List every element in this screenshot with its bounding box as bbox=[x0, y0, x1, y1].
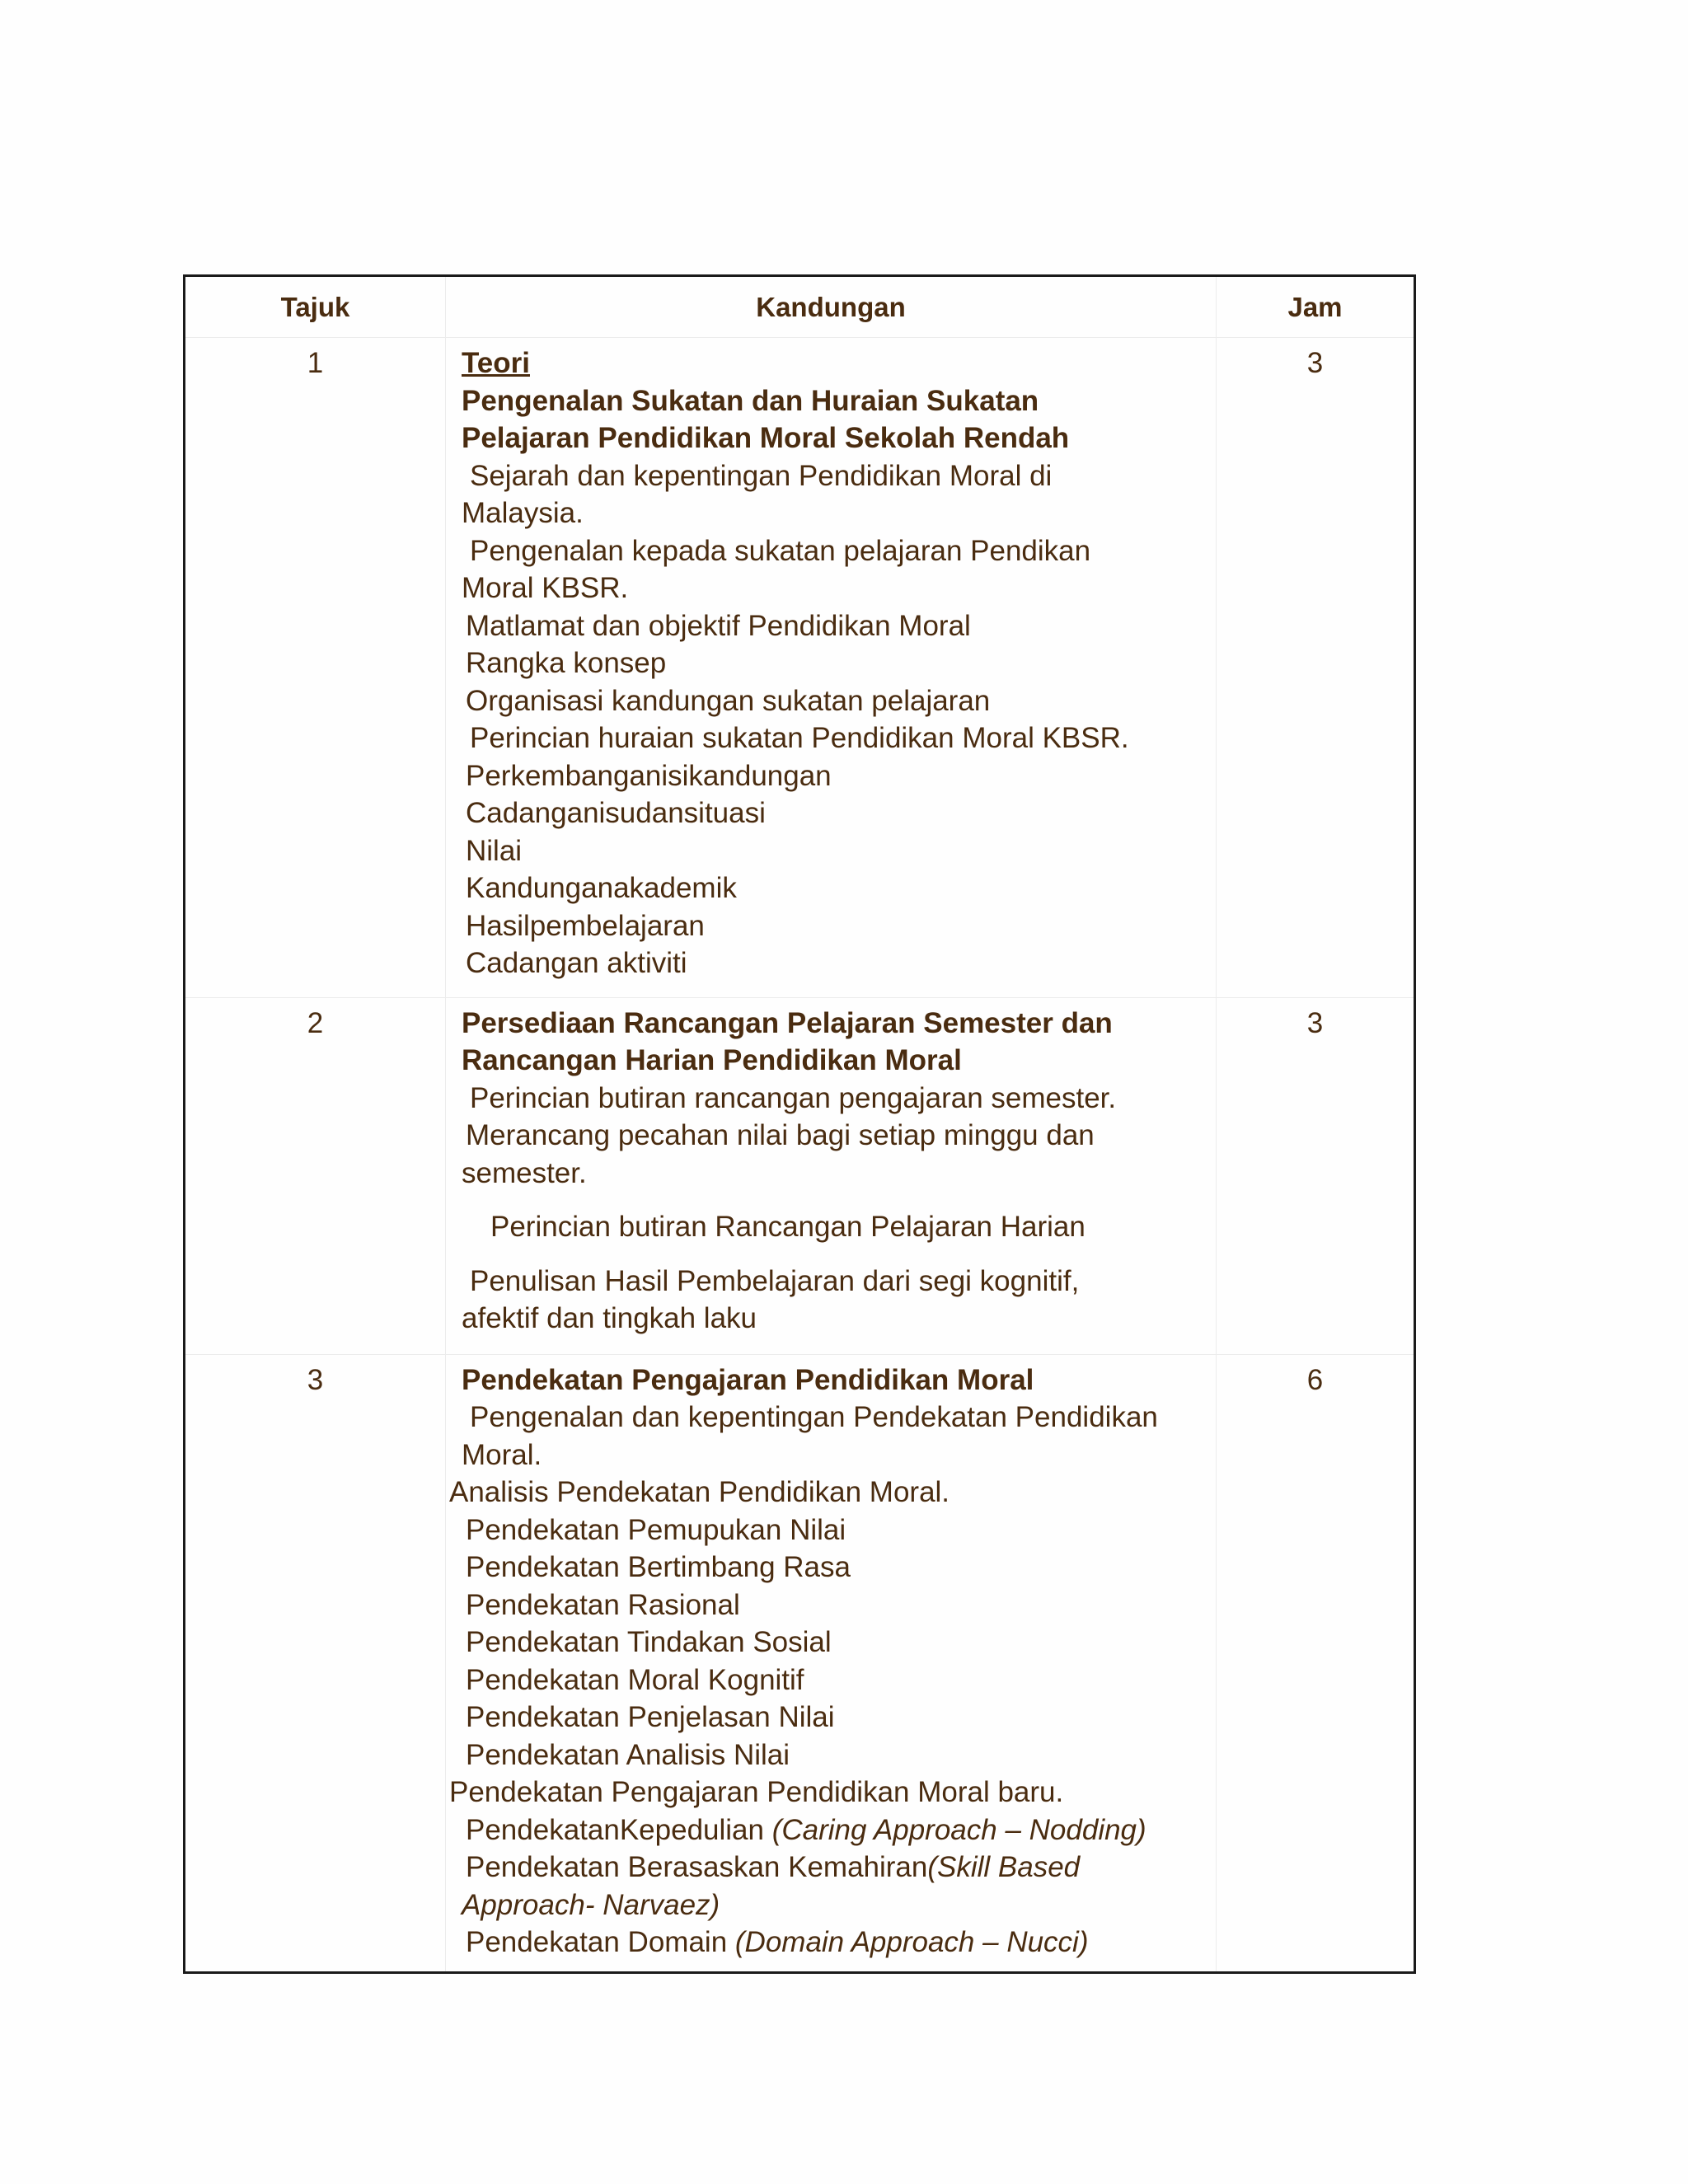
content-item: Perincian butiran rancangan pengajaran semester. bbox=[470, 1081, 1117, 1114]
content-item: semester. bbox=[462, 1156, 587, 1189]
approach-name: Pendekatan Berasaskan Kemahiran bbox=[466, 1851, 928, 1883]
table-row bbox=[185, 997, 1415, 1354]
topic-number: 1 bbox=[185, 338, 446, 998]
content-item: Pendekatan Penjelasan Nilai bbox=[466, 1701, 835, 1733]
content-cell bbox=[446, 997, 1217, 1354]
content-item: Analisis Pendekatan Pendidikan Moral. bbox=[449, 1476, 950, 1508]
content-item: Penulisan Hasil Pembelajaran dari segi kognitif, bbox=[470, 1264, 1080, 1297]
content-item: Hasilpembelajaran bbox=[466, 909, 705, 942]
topic-hours: 3 bbox=[1217, 338, 1415, 998]
content-item: Cadanganisudansituasi bbox=[466, 797, 766, 829]
topic-title: Pelajaran Pendidikan Moral Sekolah Rendah bbox=[462, 422, 1070, 454]
content-item: Pendekatan Rasional bbox=[466, 1588, 740, 1621]
content-item: Pendekatan Pemupukan Nilai bbox=[466, 1513, 846, 1546]
content-item: Pendekatan Analisis Nilai bbox=[466, 1738, 790, 1771]
topic-title: Pengenalan Sukatan dan Huraian Sukatan bbox=[462, 384, 1039, 417]
table-header-row bbox=[185, 276, 1415, 338]
section-label: Teori bbox=[462, 347, 530, 379]
topic-title: Rancangan Harian Pendidikan Moral bbox=[462, 1044, 962, 1076]
topic-title: Persediaan Rancangan Pelajaran Semester dan bbox=[462, 1006, 1113, 1039]
syllabus-table bbox=[183, 274, 1416, 1974]
table-row bbox=[185, 338, 1415, 998]
content-item: Pendekatan Bertimbang Rasa bbox=[466, 1551, 851, 1583]
content-item: Cadangan aktiviti bbox=[466, 947, 687, 979]
content-item: Moral KBSR. bbox=[462, 572, 629, 604]
content-cell bbox=[446, 1354, 1217, 1972]
topic-number: 2 bbox=[185, 997, 446, 1354]
header-topic: Tajuk bbox=[185, 276, 446, 338]
topic-hours: 3 bbox=[1217, 997, 1415, 1354]
content-item: Pendekatan Tindakan Sosial bbox=[466, 1626, 832, 1658]
header-content: Kandungan bbox=[446, 276, 1217, 338]
topic-number: 3 bbox=[307, 1363, 324, 1396]
content-item: Perincian huraian sukatan Pendidikan Moral KBSR. bbox=[470, 722, 1129, 754]
content-item: Moral. bbox=[462, 1438, 542, 1471]
content-item: Merancang pecahan nilai bagi setiap minggu dan bbox=[466, 1119, 1095, 1151]
content-item: Pendekatan Moral Kognitif bbox=[466, 1663, 804, 1696]
content-item: Pengenalan kepada sukatan pelajaran Pendikan bbox=[470, 534, 1091, 567]
content-item bbox=[462, 1924, 1204, 1961]
content-item: afektif dan tingkah laku bbox=[462, 1302, 757, 1334]
header-hours: Jam bbox=[1217, 276, 1415, 338]
content-cell bbox=[446, 338, 1217, 998]
content-item: Pengenalan dan kepentingan Pendekatan Pendidikan bbox=[470, 1401, 1158, 1433]
content-item bbox=[462, 1849, 1204, 1886]
topic-title: Pendekatan Pengajaran Pendidikan Moral bbox=[462, 1363, 1034, 1396]
content-item: Approach- Narvaez) bbox=[462, 1888, 720, 1921]
topic-hours: 6 bbox=[1217, 1354, 1415, 1972]
content-item: Perkembanganisikandungan bbox=[466, 759, 832, 792]
content-item: Kandunganakademik bbox=[466, 872, 737, 904]
content-item bbox=[462, 1811, 1204, 1849]
approach-note: (Caring Approach – Nodding) bbox=[771, 1813, 1146, 1846]
approach-note: (Domain Approach – Nucci) bbox=[734, 1926, 1089, 1958]
content-item: Matlamat dan objektif Pendidikan Moral bbox=[466, 609, 971, 642]
content-item: Rangka konsep bbox=[466, 647, 667, 679]
content-item: Sejarah dan kepentingan Pendidikan Moral di bbox=[470, 459, 1053, 492]
content-item: Perincian butiran Rancangan Pelajaran Harian bbox=[490, 1211, 1085, 1243]
content-item: Nilai bbox=[466, 834, 523, 867]
approach-note: (Skill Based bbox=[927, 1851, 1081, 1883]
content-item: Organisasi kandungan sukatan pelajaran bbox=[466, 684, 991, 717]
table-row bbox=[185, 1354, 1415, 1972]
approach-name: Pendekatan Domain bbox=[466, 1926, 728, 1958]
content-item: Pendekatan Pengajaran Pendidikan Moral baru. bbox=[449, 1776, 1064, 1808]
approach-name: PendekatanKepedulian bbox=[466, 1813, 764, 1846]
content-item: Malaysia. bbox=[462, 497, 584, 529]
